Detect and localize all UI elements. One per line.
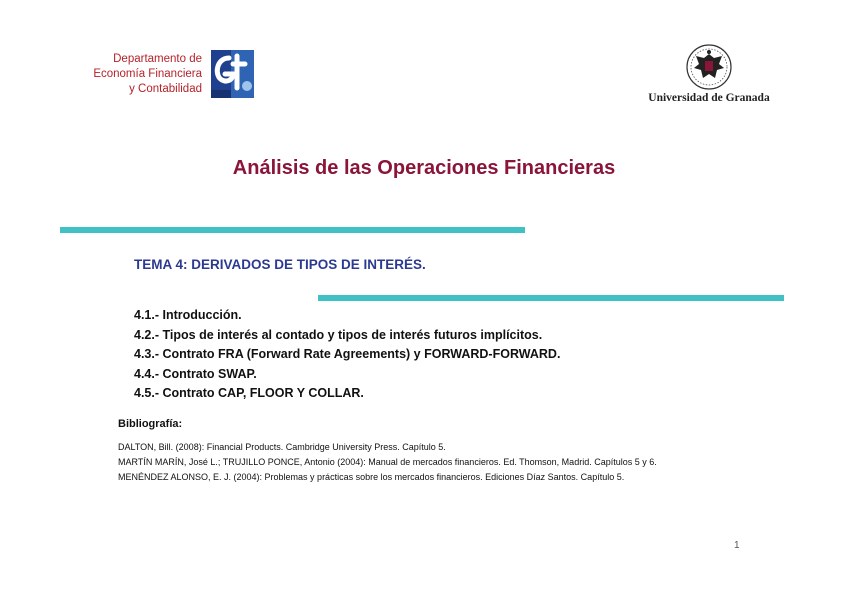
accent-bar-bottom [318, 295, 784, 301]
department-name [84, 52, 202, 97]
topic-item: 4.5.- Contrato CAP, FLOOR Y COLLAR. [134, 386, 364, 400]
university-name: Universidad de Granada [648, 92, 770, 104]
topic-item: 4.1.- Introducción. [134, 308, 242, 322]
department-line-2: Economía Financiera [93, 68, 202, 80]
department-line-1: Departamento de [113, 53, 202, 65]
topic-item: 4.4.- Contrato SWAP. [134, 366, 257, 381]
topic-item: 4.3.- Contrato FRA (Forward Rate Agreements) y FORWARD-FORWARD. [134, 347, 561, 361]
dept-gt-logo-icon [211, 50, 254, 98]
page-title: Análisis de las Operaciones Financieras [232, 157, 616, 179]
reference-item: MENÉNDEZ ALONSO, E. J. (2004): Problemas y prácticas sobre los mercados financieros. Ediciones Díaz Santos. Capítulo 5. [118, 472, 625, 482]
page-number: 1 [734, 540, 740, 551]
reference-item: MARTÍN MARÍN, José L.; TRUJILLO PONCE, Antonio (2004): Manual de mercados financieros. Ed. Thomson, Madrid. Capítulos 5 y 6. [118, 457, 657, 467]
reference-list [118, 440, 657, 485]
accent-bar-top [60, 227, 525, 233]
topic-list [134, 306, 560, 404]
university-seal-icon [684, 44, 734, 90]
reference-item: DALTON, Bill. (2008): Financial Products. Cambridge University Press. Capítulo 5. [118, 442, 446, 452]
department-line-3: y Contabilidad [129, 83, 202, 95]
bibliography-heading: Bibliografía: [118, 418, 183, 430]
tema-heading: TEMA 4: DERIVADOS DE TIPOS DE INTERÉS. [134, 257, 426, 272]
topic-item: 4.2.- Tipos de interés al contado y tipos de interés futuros implícitos. [134, 327, 543, 342]
